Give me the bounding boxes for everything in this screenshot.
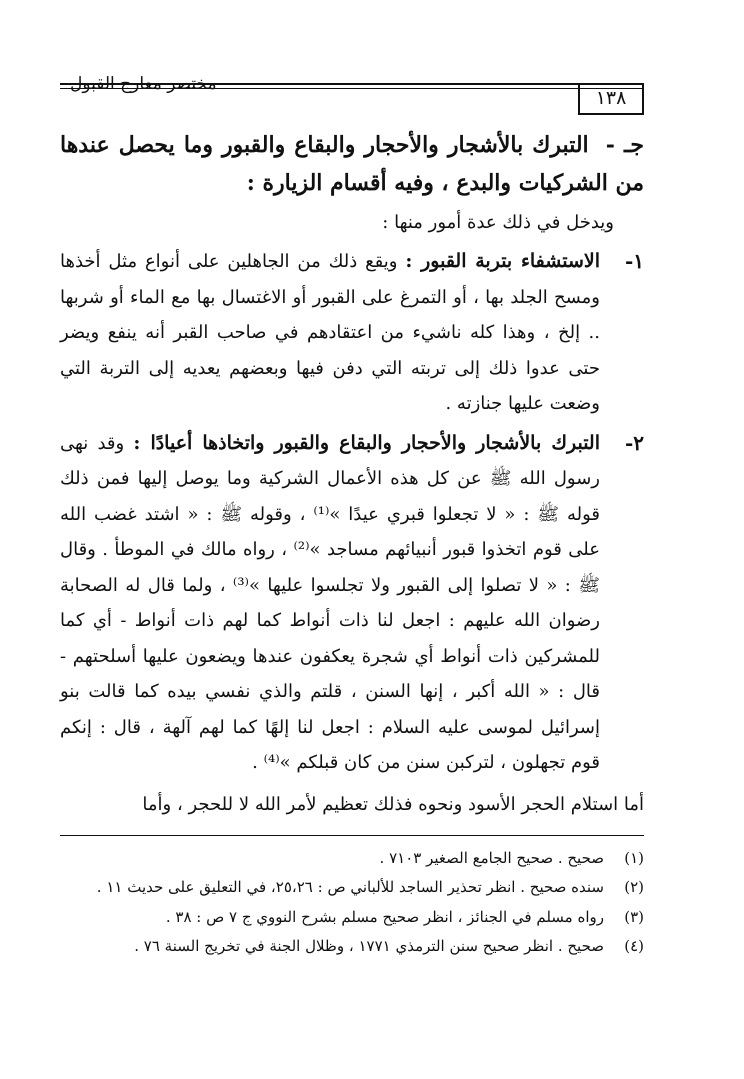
- footnote: [60, 844, 644, 874]
- item-number: ١-: [624, 249, 644, 273]
- footnote-number: (٤): [624, 937, 644, 955]
- section-marker: جـ -: [605, 132, 644, 158]
- intro-line: ويدخل في ذلك عدة أمور منها :: [382, 212, 614, 233]
- footnote: [60, 932, 644, 962]
- footnote-number: (٢): [624, 878, 644, 896]
- footnote-text: صحيح . صحيح الجامع الصغير ٧١٠٣ .: [379, 848, 604, 867]
- page-header: [60, 62, 644, 118]
- footnote-text: صحيح . انظر صحيح سنن الترمذي ١٧٧١ ، وظلال الجنة في تخريج السنة ٧٦ .: [134, 937, 604, 955]
- list-item-2: [60, 426, 644, 781]
- book-page: [60, 62, 644, 1042]
- item-text: ويقع ذلك من الجاهلين على أنواع مثل أخذها ومسح الجلد بها ، أو التمرغ على القبور أو الاغتسال بها مع الماء أو شربها .. إلخ ، وهذا كله ناشيء من اعتقادهم في صاحب القبر أنه ينفع ويضر حتى عدوا ذلك إلى تربته التي دفن فيها وبعضهم يعديه إلى التربة التي وضعت عليها جنازته .: [60, 251, 601, 414]
- list-item-1: [60, 244, 644, 422]
- item-title: التبرك بالأشجار والأحجار والبقاع والقبور واتخاذها أعيادًا :: [133, 431, 600, 454]
- footnote-number: (٣): [624, 907, 644, 926]
- item-number: ٢-: [624, 430, 644, 455]
- footnote: [60, 903, 644, 933]
- footnote-text: سنده صحيح . انظر تحذير الساجد للألباني ص : ٢٥،٢٦، في التعليق على حديث ١١ .: [96, 878, 604, 896]
- continuation-paragraph: أما استلام الحجر الأسود ونحوه فذلك تعظيم لأمر الله لا للحجر ، وأما: [142, 793, 644, 815]
- section-heading-text: التبرك بالأشجار والأحجار والبقاع والقبور وما يحصل عندها من الشركيات والبدع ، وفيه أقسام الزيارة :: [60, 132, 644, 196]
- item-title: الاستشفاء بتربة القبور :: [405, 250, 601, 272]
- item-text: وقد نهى رسول الله ﷺ عن كل هذه الأعمال الشركية وما يوصل إليها فمن ذلك قوله ﷺ : « لا تجعلوا قبري عيدًا »⁽¹⁾ ، وقوله ﷺ : « اشتد غضب الله على قوم اتخذوا قبور أنبيائهم مساجد »⁽²⁾ ، رواه مالك في الموطأ . وقال ﷺ : « لا تصلوا إلى القبور ولا تجلسوا عليها »⁽³⁾ ، ولما قال له الصحابة رضوان الله عليهم : اجعل لنا ذات أنواط كما لهم ذات أنواط - أي كما للمشركين ذات أنواط أي شجرة يعكفون عندها ويضعون عليها أسلحتهم - قال : « الله أكبر ، إنها السنن ، قلتم والذي نفسي بيده كما قالت بنو إسرائيل لموسى عليه السلام : اجعل لنا إلهًا كما لهم آلهة ، قال : إنكم قوم تجهلون ، لتركبن سنن من كان قبلكم »⁽⁴⁾ .: [60, 432, 600, 773]
- page-number: ١٣٨: [578, 83, 644, 115]
- footnote: [60, 873, 644, 903]
- footnote-number: (١): [624, 848, 644, 867]
- footnote-text: رواه مسلم في الجنائز ، انظر صحيح مسلم بشرح النووي ج ٧ ص : ٣٨ .: [165, 907, 604, 926]
- footnote-divider: [60, 835, 644, 836]
- footnotes: [60, 844, 644, 962]
- book-title: مختصر معارج القبول: [70, 74, 217, 94]
- section-heading: [60, 126, 644, 202]
